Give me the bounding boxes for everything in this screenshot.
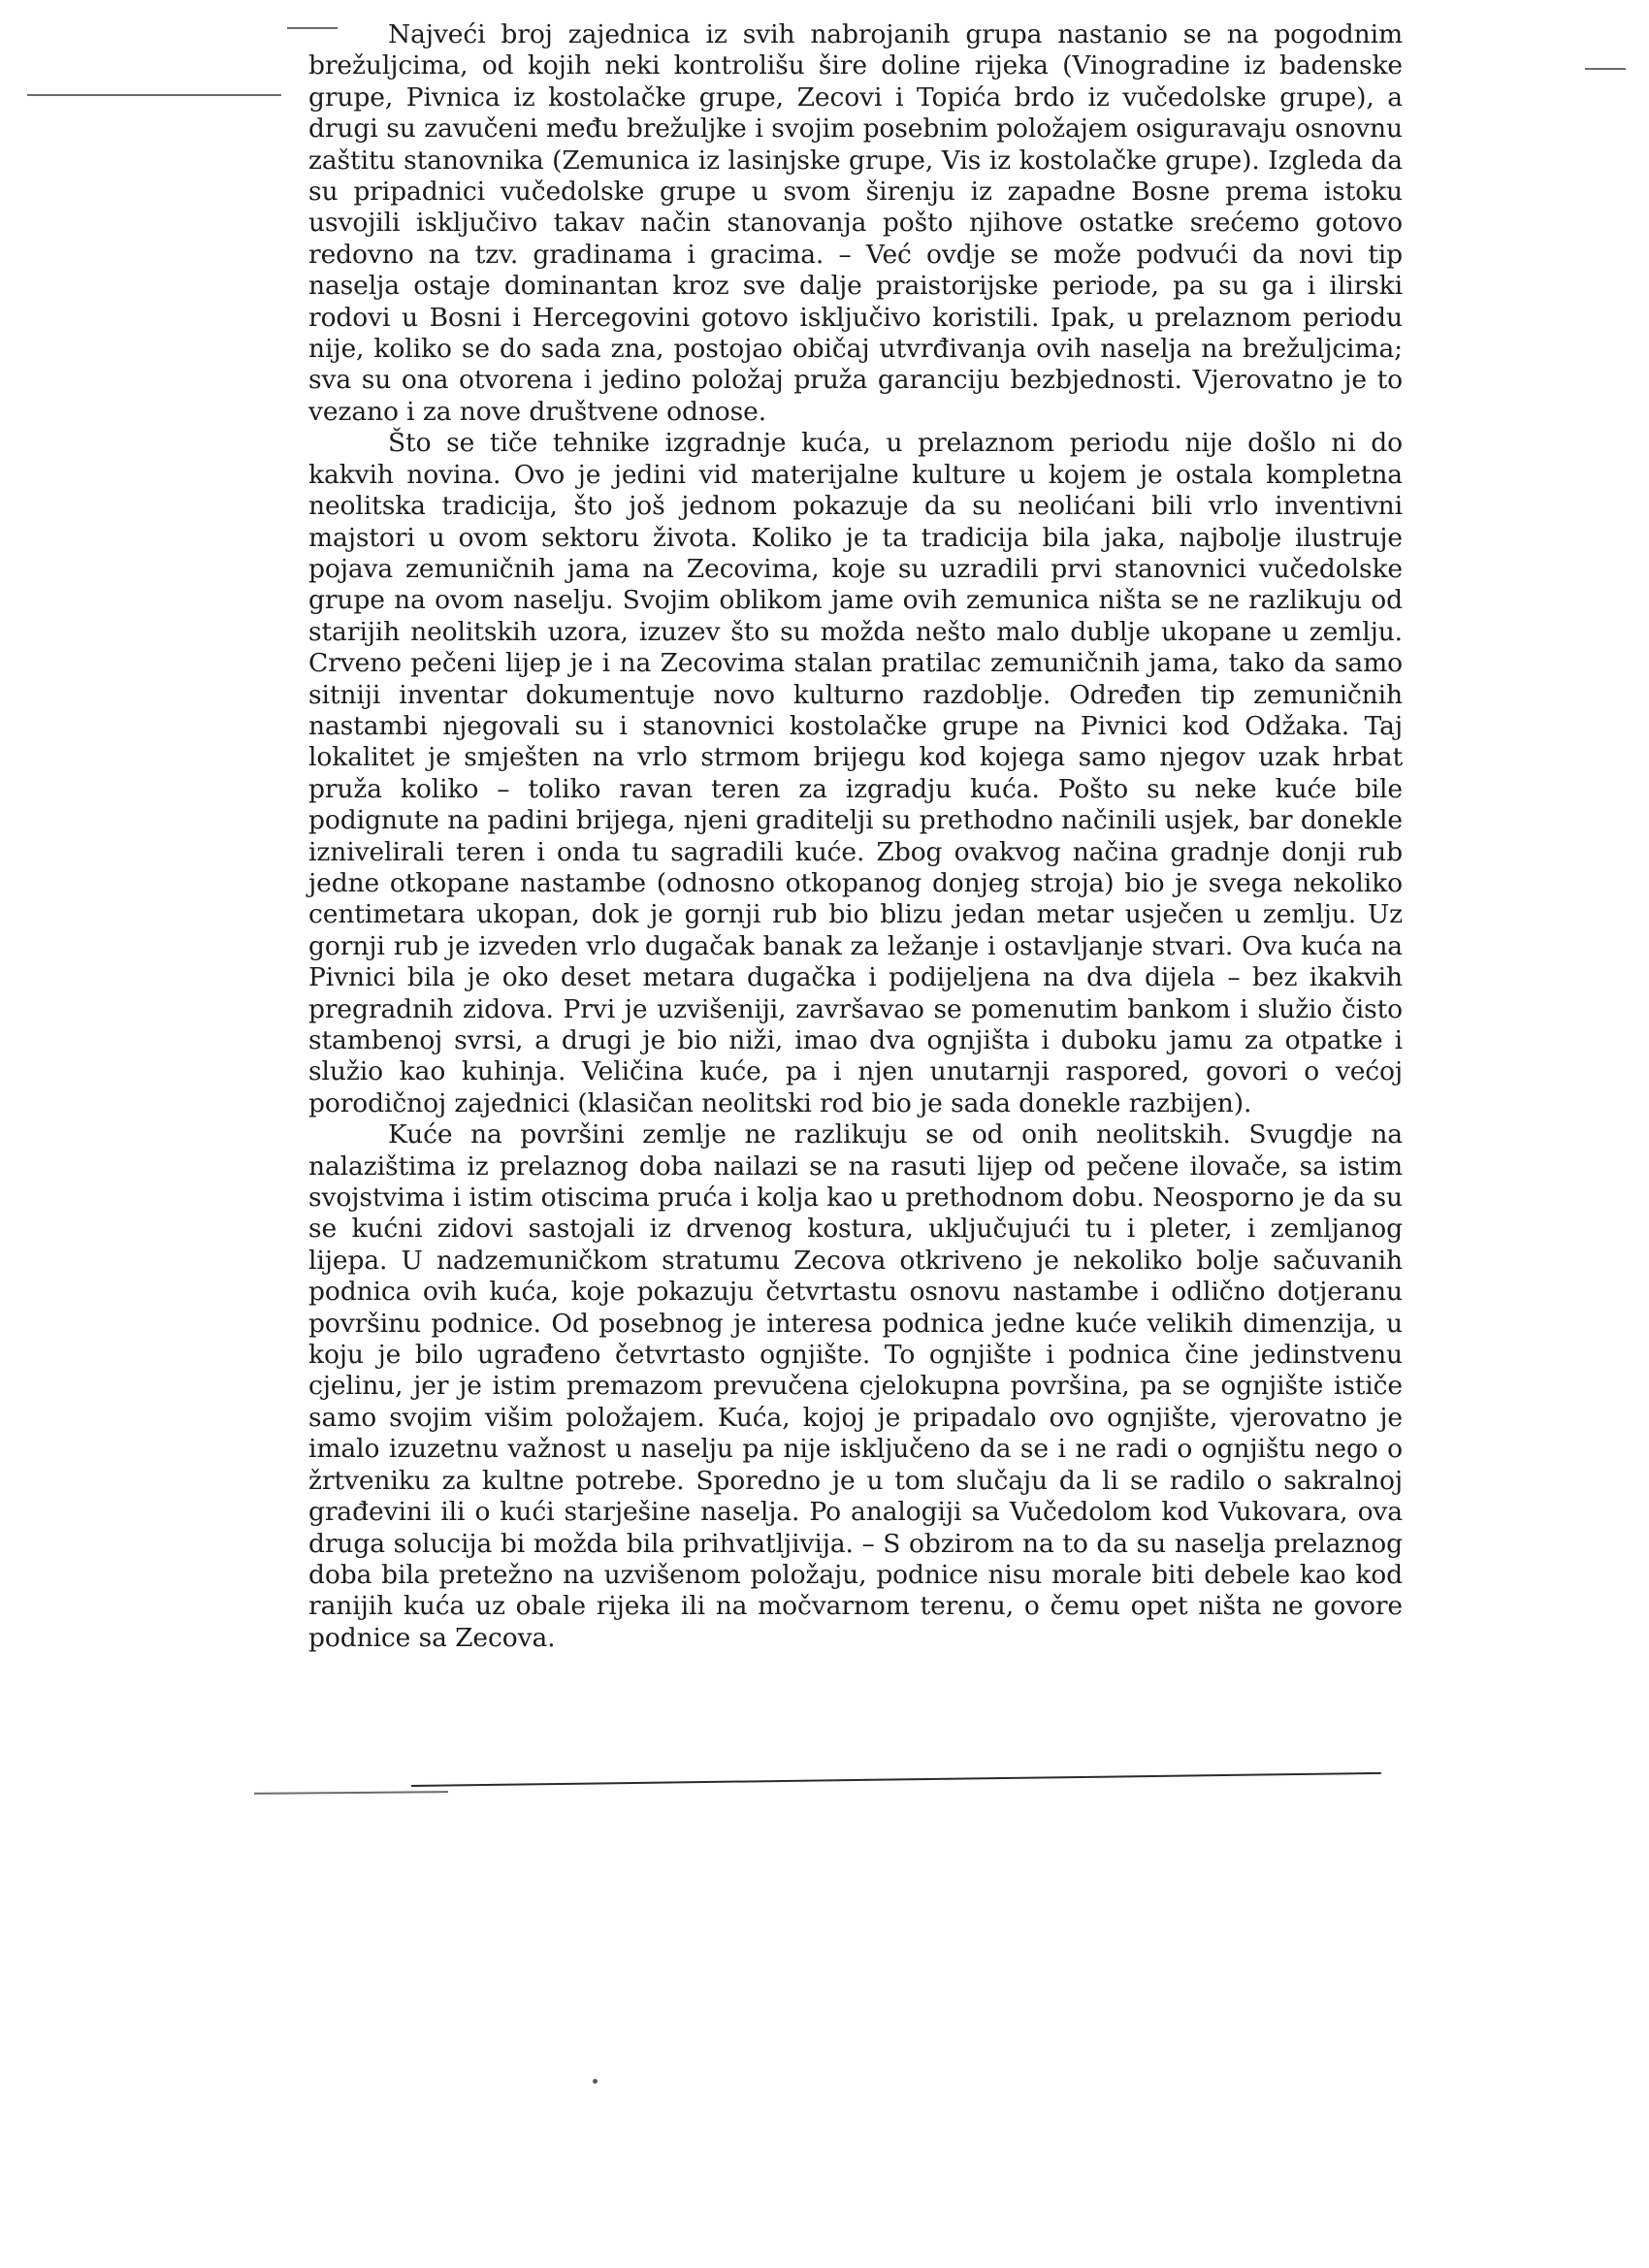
paragraph: Najveći broj zajednica iz svih nabrojanih grupa nastanio se na pogodnim brežuljcima, od kojih neki kontrolišu šire doline rijeka (Vinogradine iz badenske grupe, Pivnica iz kostolačke grupe, Zecovi i Topića brdo iz vučedolske grupe), a drugi su zavučeni među brežuljke i svojim posebnim položajem osiguravaju osnovnu zaštitu stanovnika (Zemunica iz lasinjske grupe, Vis iz kostolačke grupe). Izgleda da su pripadnici vučedolske grupe u svom širenju iz zapadne Bosne prema istoku usvojili isključivo takav način stanovanja pošto njihove ostatke srećemo gotovo redovno na tzv. gradinama i gracima. – Već ovdje se može podvući da novi tip naselja ostaje dominantan kroz sve dalje praistorijske periode, pa su ga i ilirski rodovi u Bosni i Hercegovini gotovo isključivo koristili. Ipak, u prelaznom periodu nije, koliko se do sada zna, postojao običaj utvrđivanja ovih naselja na brežuljcima; sva su ona otvorena i jedino položaj pruža garanciju bezbjednosti. Vjerovatno je to vezano i za nove društvene odnose. — [308, 19, 1403, 427]
scan-mark — [27, 94, 281, 96]
paragraph: Što se tiče tehnike izgradnje kuća, u prelaznom periodu nije došlo ni do kakvih novina. Ovo je jedini vid materijalne kulture u kojem je ostala kompletna neolitska tradicija, što još jednom pokazuje da su neolićani bili vrlo inventivni majstori u ovom sektoru života. Koliko je ta tradicija bila jaka, najbolje ilustruje pojava zemuničnih jama na Zecovima, koje su uzradili prvi stanovnici vučedolske grupe na ovom naselju. Svojim oblikom jame ovih zemunica ništa se ne razlikuju od starijih neolitskih uzora, izuzev što su možda nešto malo dublje ukopane u zemlju. Crveno pečeni lijep je i na Zecovima stalan pratilac zemuničnih jama, tako da samo sitniji inventar dokumentuje novo kulturno razdoblje. Određen tip zemuničnih nastambi njegovali su i stanovnici kostolačke grupe na Pivnici kod Odžaka. Taj lokalitet je smješten na vrlo strmom brijegu kod kojega samo njegov uzak hrbat pruža koliko – toliko ravan teren za izgradju kuća. Pošto su neke kuće bile podignute na padini brijega, njeni graditelji su prethodno načinili usjek, bar donekle iznivelirali teren i onda tu sagradili kuće. Zbog ovakvog načina gradnje donji rub jedne otkopane nastambe (odnosno otkopanog donjeg stroja) bio je svega nekoliko centimetara ukopan, dok je gornji rub bio blizu jedan metar usječen u zemlju. Uz gornji rub je izveden vrlo dugačak banak za ležanje i ostavljanje stvari. Ova kuća na Pivnici bila je oko deset metara dugačka i podijeljena na dva dijela – bez ikakvih pregradnih zidova. Prvi je uzvišeniji, završavao se pomenutim bankom i služio čisto stambenoj svrsi, a drugi je bio niži, imao dva ognjišta i duboku jamu za otpatke i služio kao kuhinja. Veličina kuće, pa i njen unutarnji raspored, govori o većoj porodičnoj zajednici (klasičan neolitski rod bio je sada donekle razbijen). — [308, 428, 1403, 1118]
body-text — [308, 19, 1403, 1654]
scan-mark — [254, 1791, 448, 1795]
paragraph: Kuće na površini zemlje ne razlikuju se od onih neolitskih. Svugdje na nalazištima iz prelaznog doba nailazi se na rasuti lijep od pečene ilovače, sa istim svojstvima i istim otiscima pruća i kolja kao u prethodnom dobu. Neosporno je da su se kućni zidovi sastojali iz drvenog kostura, uključujući tu i pleter, i zemljanog lijepa. U nadzemuničkom stratumu Zecova otkriveno je nekoliko bolje sačuvanih podnica ovih kuća, koje pokazuju četvrtastu osnovu nastambe i odlično dotjeranu površinu podnice. Od posebnog je interesa podnica jedne kuće velikih dimenzija, u koju je bilo ugrađeno četvrtasto ognjište. To ognjište i podnica čine jedinstvenu cjelinu, jer je istim premazom prevučena cjelokupna površina, pa se ognjište ističe samo svojim višim položajem. Kuća, kojoj je pripadalo ovo ognjište, vjerovatno je imalo izuzetnu važnost u naselju pa nije isključeno da se i ne radi o ognjištu nego o žrtveniku za kultne potrebe. Sporedno je u tom slučaju da li se radilo o sakralnoj građevini ili o kući starješine naselja. Po analogiji sa Vučedolom kod Vukovara, ova druga solucija bi možda bila prihvatljivija. – S obzirom na to da su naselja prelaznog doba bila pretežno na uzvišenom položaju, podnice nisu morale biti debele kao kod ranijih kuća uz obale rijeka ili na močvarnom terenu, o čemu opet ništa ne govore podnice sa Zecova. — [308, 1119, 1403, 1653]
scan-mark — [1585, 68, 1626, 70]
scan-speck — [593, 2079, 598, 2084]
pen-underline — [411, 1772, 1381, 1787]
